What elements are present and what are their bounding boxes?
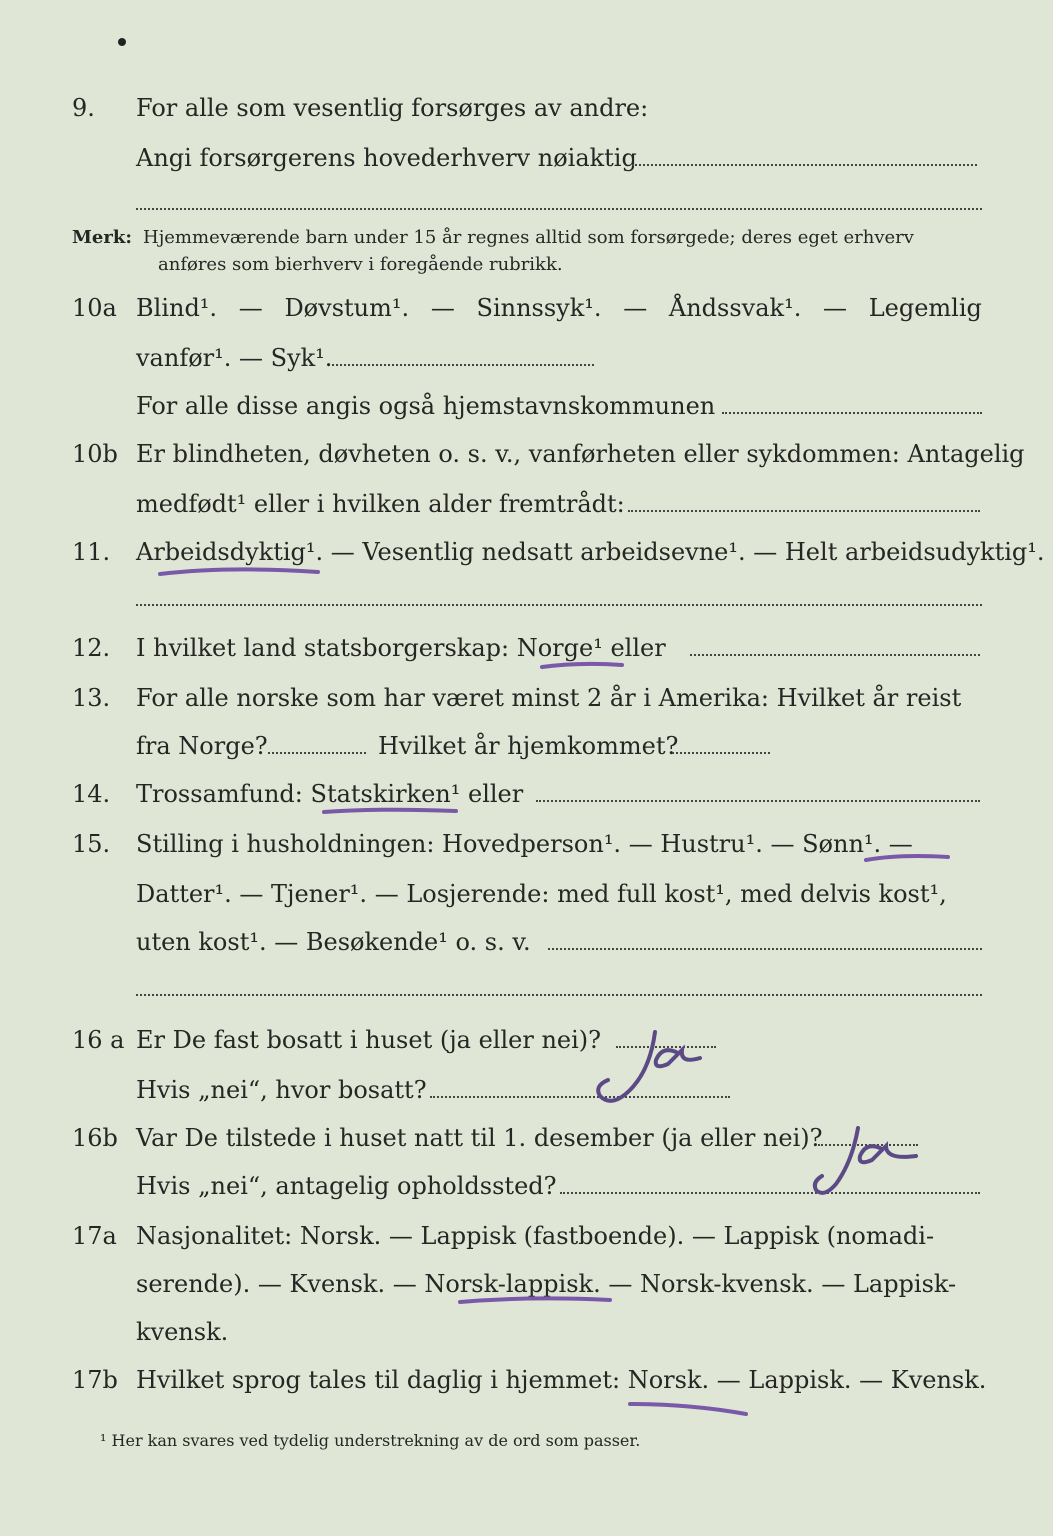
q17a-text-line3: kvensk.	[136, 1318, 229, 1346]
q9-text-line1: For alle som vesentlig forsørges av andre:	[136, 94, 649, 122]
q10a-hjemstavn-answer-line[interactable]	[722, 412, 982, 414]
q16a-answer-line[interactable]	[616, 1046, 716, 1048]
q16a-text-line1: Er De fast bosatt i huset (ja eller nei)?	[136, 1026, 602, 1054]
handwritten-ja-16b	[815, 1128, 916, 1193]
q15-answer-line[interactable]	[548, 948, 982, 950]
q14-number: 14.	[72, 780, 111, 808]
q16a-number: 16 a	[72, 1026, 125, 1054]
q12-answer-line[interactable]	[690, 654, 980, 656]
q10a-part: Legemlig	[868, 294, 982, 322]
q16a-text-line2: Hvis „nei“, hvor bosatt?	[136, 1076, 427, 1104]
q14-answer-line[interactable]	[536, 800, 980, 802]
q10a-text-line3: For alle disse angis også hjemstavnskommunen	[136, 392, 716, 420]
underline-norge	[542, 664, 622, 667]
q16b-opholdssted-answer-line[interactable]	[560, 1192, 980, 1194]
q16b-text-line2: Hvis „nei“, antagelig opholdssted?	[136, 1172, 557, 1200]
q10a-part: Døvstum¹.	[284, 294, 410, 322]
handwritten-ja-16a	[598, 1032, 700, 1101]
q9-text-line2: Angi forsørgerens hovederhverv nøiaktig	[136, 144, 637, 172]
q10a-part: —	[430, 294, 455, 322]
q16a-bosatt-answer-line[interactable]	[430, 1096, 730, 1098]
merk-line1: Hjemmeværende barn under 15 år regnes alltid som forsørgede; deres eget erhverv	[143, 227, 914, 248]
q13-hjemkommet-answer-line[interactable]	[672, 752, 770, 754]
q17a-text-line2: serende). — Kvensk. — Norsk-lappisk. — Norsk-kvensk. — Lappisk-	[136, 1270, 957, 1298]
q10a-text-line1	[136, 294, 982, 322]
q10a-part: —	[623, 294, 648, 322]
underline-norsk-17b	[630, 1404, 746, 1414]
q10b-text-line2: medfødt¹ eller i hvilken alder fremtrådt:	[136, 490, 625, 518]
q12-number: 12.	[72, 634, 111, 662]
q10a-part: —	[823, 294, 848, 322]
q10a-syk-answer-line[interactable]	[332, 364, 594, 366]
q15-answer-line-2[interactable]	[136, 994, 982, 996]
q13-number: 13.	[72, 684, 111, 712]
q14-text: Trossamfund: Statskirken¹ eller	[136, 780, 524, 808]
footnote-mark: ¹	[100, 1431, 107, 1450]
q10a-part: Blind¹.	[136, 294, 218, 322]
q15-text-line3: uten kost¹. — Besøkende¹ o. s. v.	[136, 928, 531, 956]
q10b-answer-line[interactable]	[628, 510, 980, 512]
q9-answer-line[interactable]	[632, 164, 977, 166]
q13-reist-label: fra Norge?	[136, 732, 268, 760]
q10a-part: Åndssvak¹.	[668, 294, 802, 322]
q9-answer-line-2[interactable]	[136, 208, 982, 210]
underline-norsk-lappisk	[460, 1298, 610, 1302]
q11-answer-line[interactable]	[136, 604, 982, 606]
merk-label: Merk:	[72, 227, 132, 248]
q11-number: 11.	[72, 538, 111, 566]
merk-line2: anføres som bierhverv i foregående rubrikk.	[158, 254, 563, 275]
q10b-number: 10b	[72, 440, 118, 468]
q15-number: 15.	[72, 830, 111, 858]
q10a-part: Sinnssyk¹.	[476, 294, 602, 322]
q13-reist-answer-line[interactable]	[268, 752, 366, 754]
q17b-text: Hvilket sprog tales til daglig i hjemmet: Norsk. — Lappisk. — Kvensk.	[136, 1366, 987, 1394]
q17a-text-line1: Nasjonalitet: Norsk. — Lappisk (fastboende). — Lappisk (nomadi-	[136, 1222, 935, 1250]
q13-text-line1: For alle norske som har været minst 2 år i Amerika: Hvilket år reist	[136, 684, 962, 712]
q10a-text-line2: vanfør¹. — Syk¹.	[136, 344, 333, 372]
q17a-number: 17a	[72, 1222, 117, 1250]
q12-text: I hvilket land statsborgerskap: Norge¹ eller	[136, 634, 666, 662]
q10a-number: 10a	[72, 294, 117, 322]
underline-statskirken	[324, 810, 456, 812]
q10a-part: —	[238, 294, 263, 322]
q16b-answer-line[interactable]	[818, 1144, 918, 1146]
q15-text-line2: Datter¹. — Tjener¹. — Losjerende: med full kost¹, med delvis kost¹,	[136, 880, 947, 908]
q11-text: Arbeidsdyktig¹. — Vesentlig nedsatt arbeidsevne¹. — Helt arbeidsudyktig¹.	[136, 538, 1045, 566]
q10b-text-line1: Er blindheten, døvheten o. s. v., vanførheten eller sykdommen: Antagelig	[136, 440, 1025, 468]
q9-number: 9.	[72, 94, 95, 122]
q16b-number: 16b	[72, 1124, 118, 1152]
q15-text-line1: Stilling i husholdningen: Hovedperson¹. — Hustru¹. — Sønn¹. —	[136, 830, 913, 858]
underline-arbeidsdyktig	[160, 569, 318, 574]
footnote	[100, 1431, 640, 1450]
ink-dot	[118, 38, 126, 46]
q16b-text-line1: Var De tilstede i huset natt til 1. desember (ja eller nei)?	[136, 1124, 823, 1152]
footnote-text: Her kan svares ved tydelig understrekning av de ord som passer.	[111, 1431, 641, 1450]
q17b-number: 17b	[72, 1366, 118, 1394]
q13-hjemkommet-label: Hvilket år hjemkommet?	[378, 732, 679, 760]
